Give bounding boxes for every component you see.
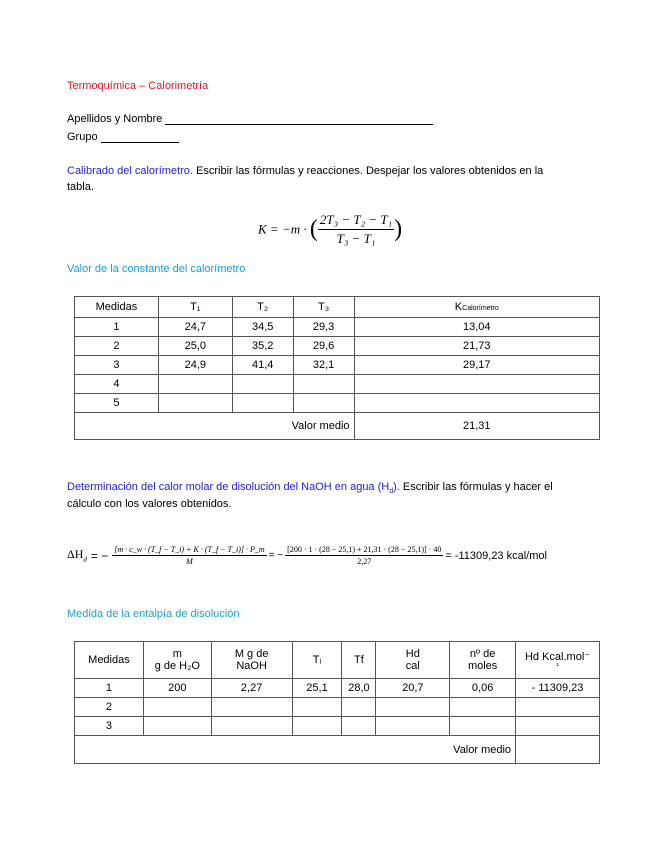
header-medidas: Medidas <box>75 642 144 679</box>
cell-t2[interactable] <box>232 394 293 413</box>
cell-m: 200 <box>143 679 211 698</box>
calibration-formula-denominator: T₃ − T₁ <box>336 231 376 246</box>
cell-moles[interactable] <box>450 717 516 736</box>
page-title: Termoquímica – Calorimetría <box>67 80 209 92</box>
cell-t3: 32,1 <box>293 356 354 375</box>
formula-general-fraction <box>112 545 266 566</box>
cell-t1: 25,0 <box>158 337 232 356</box>
formula-general-numerator: [m · c_w · (T_f − T_i) + K · (T_f − T_i)] · P_m <box>114 545 265 554</box>
enthalpy-table <box>74 641 600 764</box>
molar-heat-formula <box>67 545 547 566</box>
name-label: Apellidos y Nombre <box>67 113 163 125</box>
calibration-formula: K = −m · ( $\frac{\text{2T₃ − T₂ − T₁}}{\text{T₃ − T₁}}$ ) <box>258 212 403 246</box>
cell-t2: 41,4 <box>232 356 293 375</box>
cell-n: 5 <box>75 394 159 413</box>
group-field <box>67 131 179 143</box>
header-t3: T₃ <box>293 297 354 318</box>
table-row <box>75 337 600 356</box>
cell-t1: 24,7 <box>158 318 232 337</box>
formula-values-fraction <box>285 545 443 566</box>
calibration-heading: Calibrado del calorímetro. <box>67 165 193 177</box>
molar-heat-instruction-1: Escribir las fórmulas y hacer el <box>399 481 553 493</box>
mean-row <box>75 736 600 764</box>
header-m: m g de H₂O <box>143 642 211 679</box>
cell-n: 3 <box>75 356 159 375</box>
mean-label: Valor medio <box>75 413 355 440</box>
cell-ti[interactable] <box>292 717 342 736</box>
header-medidas: Medidas <box>75 297 159 318</box>
header-t2: T₂ <box>232 297 293 318</box>
molar-heat-paragraph <box>67 481 553 495</box>
calibration-paragraph <box>67 165 543 177</box>
molar-heat-heading: Determinación del calor molar de disolución del NaOH en agua $(H_d)$. <box>67 481 400 496</box>
cell-m[interactable] <box>143 717 211 736</box>
cell-t1[interactable] <box>158 375 232 394</box>
cell-ti: 25,1 <box>292 679 342 698</box>
constant-table <box>74 296 600 440</box>
table-row <box>75 356 600 375</box>
cell-n: 3 <box>75 717 144 736</box>
cell-M[interactable] <box>211 717 292 736</box>
header-t1: T₁ <box>158 297 232 318</box>
cell-t3[interactable] <box>293 394 354 413</box>
header-M: M g de NaOH <box>211 642 292 679</box>
cell-t2: 34,5 <box>232 318 293 337</box>
formula-values-numerator: [200 · 1 · (28 − 25,1) + 21,31 · (28 − 25,1)] · 40 <box>287 545 442 554</box>
cell-M[interactable] <box>211 698 292 717</box>
cell-tf: 28,0 <box>342 679 376 698</box>
table-row <box>75 394 600 413</box>
header-hd: Hd cal <box>376 642 450 679</box>
cell-t1[interactable] <box>158 394 232 413</box>
name-field <box>67 113 433 125</box>
calibration-formula-fraction <box>318 212 394 247</box>
cell-k[interactable] <box>354 394 599 413</box>
formula-values-denominator: 2,27 <box>357 557 372 566</box>
header-k-main: K <box>454 301 463 313</box>
cell-t3: 29,3 <box>293 318 354 337</box>
cell-t3[interactable] <box>293 375 354 394</box>
cell-moles: 0,06 <box>450 679 516 698</box>
formula-result: = -11309,23 kcal/mol <box>445 549 547 562</box>
cell-hd[interactable] <box>376 698 450 717</box>
cell-M: 2,27 <box>211 679 292 698</box>
cell-n: 1 <box>75 679 144 698</box>
mean-label: Valor medio <box>75 736 516 764</box>
calibration-instruction-2: tabla. <box>67 181 94 193</box>
cell-m[interactable] <box>143 698 211 717</box>
cell-ti[interactable] <box>292 698 342 717</box>
cell-n: 2 <box>75 337 159 356</box>
mean-value[interactable] <box>516 736 600 764</box>
calibration-instruction-1: Escribir las fórmulas y reacciones. Despejar los valores obtenidos en la <box>192 165 544 177</box>
cell-hkcal: - 11309,23 <box>516 679 600 698</box>
cell-t2: 35,2 <box>232 337 293 356</box>
cell-tf[interactable] <box>342 717 376 736</box>
calibration-formula-lhs: K = −m · <box>258 221 307 237</box>
cell-hkcal[interactable] <box>516 698 600 717</box>
cell-moles[interactable] <box>450 698 516 717</box>
header-ti: Tᵢ <box>292 642 342 679</box>
header-hkcal: Hd Kcal.mol⁻ ¹ <box>516 642 600 679</box>
cell-n: 4 <box>75 375 159 394</box>
formula-eq: = − <box>90 548 109 563</box>
molar-heat-instruction-2: cálculo con los valores obtenidos. <box>67 498 232 510</box>
cell-k: 29,17 <box>354 356 599 375</box>
group-label: Grupo <box>67 131 98 143</box>
constant-heading: Valor de la constante del calorímetro <box>67 263 246 275</box>
mean-row <box>75 413 600 440</box>
cell-hd: 20,7 <box>376 679 450 698</box>
header-k-sub: Calorímetro <box>462 305 499 312</box>
enthalpy-table-header <box>75 642 600 679</box>
calibration-formula-numerator: 2T₃ − T₂ − T₁ <box>318 212 394 230</box>
table-row <box>75 717 600 736</box>
formula-lhs: $\Delta H_d$ <box>67 547 87 564</box>
group-input-line[interactable] <box>101 131 179 143</box>
cell-t2[interactable] <box>232 375 293 394</box>
header-moles: nº de moles <box>450 642 516 679</box>
formula-general-denominator: M <box>186 557 193 566</box>
enthalpy-heading: Medida de la entalpía de disolución <box>67 608 240 620</box>
cell-hd[interactable] <box>376 717 450 736</box>
table-row <box>75 698 600 717</box>
cell-n: 2 <box>75 698 144 717</box>
mean-value: 21,31 <box>354 413 599 440</box>
table-row <box>75 318 600 337</box>
cell-k[interactable] <box>354 375 599 394</box>
cell-t3: 29,6 <box>293 337 354 356</box>
cell-tf[interactable] <box>342 698 376 717</box>
cell-t1: 24,9 <box>158 356 232 375</box>
header-tf: Tf <box>342 642 376 679</box>
table-row <box>75 375 600 394</box>
name-input-line[interactable] <box>165 113 433 125</box>
cell-n: 1 <box>75 318 159 337</box>
formula-eq2: = − <box>268 550 284 561</box>
cell-hkcal[interactable] <box>516 717 600 736</box>
cell-k: 21,73 <box>354 337 599 356</box>
cell-k: 13,04 <box>354 318 599 337</box>
table-row <box>75 679 600 698</box>
constant-table-header <box>75 297 600 318</box>
header-k <box>354 297 599 318</box>
